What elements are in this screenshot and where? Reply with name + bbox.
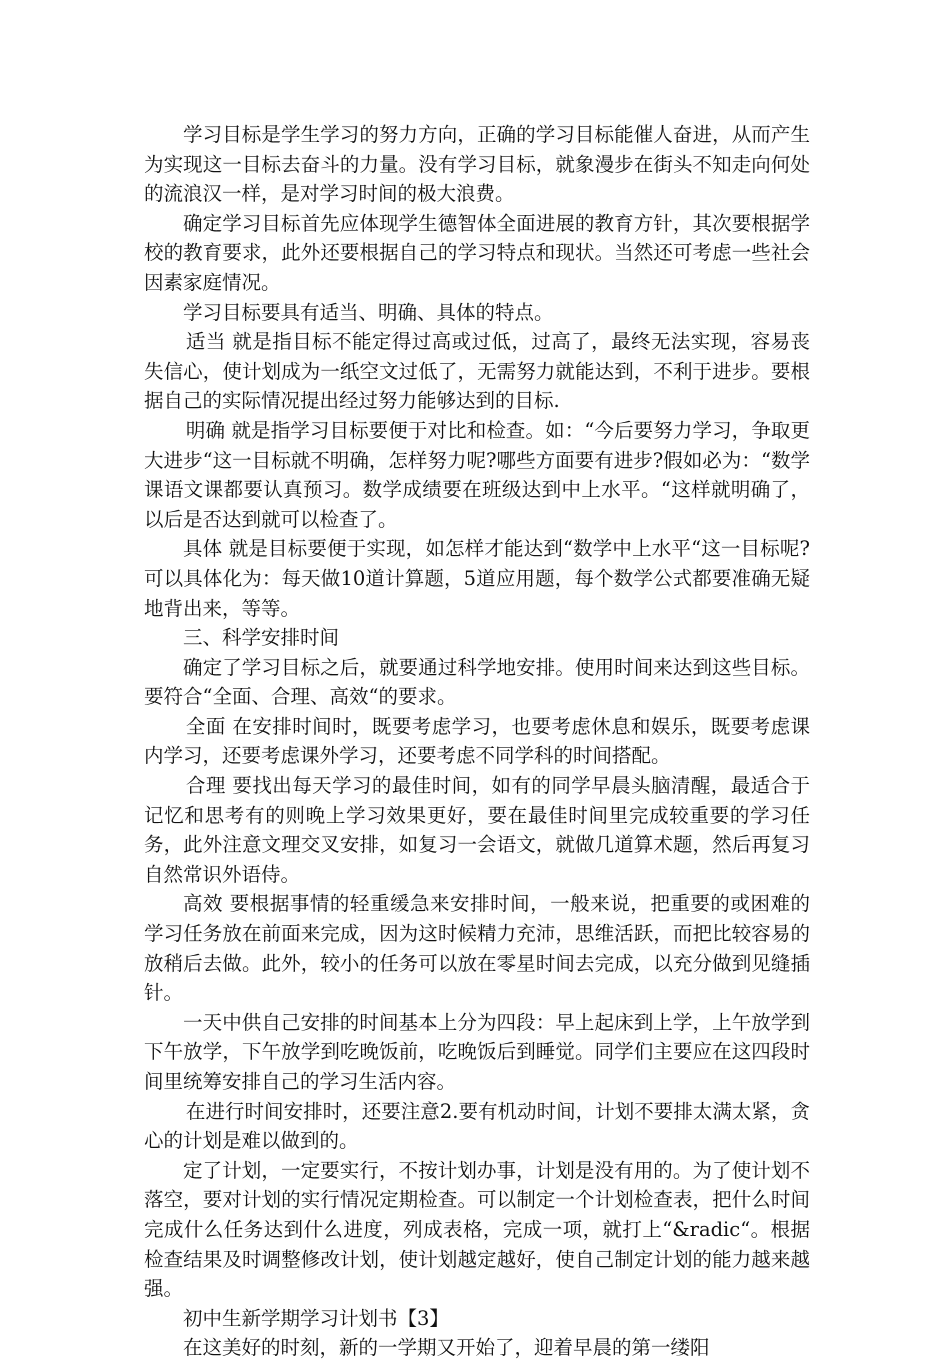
paragraph-flexible-time: 在进行时间安排时，还要注意2.要有机动时间，计划不要排太满太紧，贪心的计划是难以做到的。 <box>144 1099 810 1153</box>
paragraph-execute-plan: 定了计划，一定要实行，不按计划办事，计划是没有用的。为了使计划不落空，要对计划的实行情况定期检查。可以制定一个计划检查表，把什么时间完成什么任务达到什么进度，列成表格，完成一项，就打上“&radic“。根据检查结果及时调整修改计划，使计划越定越好，使自己制定计划的能力越来越强。 <box>144 1158 810 1301</box>
paragraph-four-periods: 一天中供自己安排的时间基本上分为四段：早上起床到上学，上午放学到下午放学，下午放学到吃晚饭前，吃晚饭后到睡觉。同学们主要应在这四段时间里统筹安排自己的学习生活内容。 <box>144 1010 810 1093</box>
paragraph-time-intro: 确定了学习目标之后，就要通过科学地安排。使用时间来达到这些目标。要符合“全面、合理、高效“的要求。 <box>144 655 810 709</box>
paragraph-reasonable: 合理 要找出每天学习的最佳时间，如有的同学早晨头脑清醒，最适合于记忆和思考有的则晚上学习效果更好，要在最佳时间里完成较重要的学习任务，此外注意文理交叉安排，如复习一会语文，就做几道算术题，然后再复习自然常识外语侍。 <box>144 774 810 886</box>
paragraph-goal-traits: 学习目标要具有适当、明确、具体的特点。 <box>183 300 554 324</box>
document-body <box>144 120 810 1363</box>
paragraph-concrete: 具体 就是目标要便于实现，如怎样才能达到“数学中上水平“这一目标呢?可以具体化为：每天做10道计算题，5道应用题，每个数学公式都要准确无疑地背出来，等等。 <box>144 537 810 620</box>
section-heading-plan-3: 初中生新学期学习计划书【3】 <box>183 1306 449 1330</box>
paragraph-comprehensive: 全面 在安排时间时，既要考虑学习，也要考虑休息和娱乐，既要考虑课内学习，还要考虑课外学习，还要考虑不同学科的时间搭配。 <box>144 714 810 768</box>
paragraph-new-term: 在这美好的时刻，新的一学期又开始了，迎着早晨的第一缕阳 <box>183 1336 710 1360</box>
paragraph-appropriate: 适当 就是指目标不能定得过高或过低，过高了，最终无法实现，容易丧失信心，使计划成为一纸空文过低了，无需努力就能达到，不利于进步。要根据自己的实际情况提出经过努力能够达到的目标. <box>144 330 810 413</box>
paragraph-goal-intro: 学习目标是学生学习的努力方向，正确的学习目标能催人奋进，从而产生为实现这一目标去奋斗的力量。没有学习目标，就象漫步在街头不知走向何处的流浪汉一样，是对学习时间的极大浪费。 <box>144 123 810 206</box>
section-heading-time: 三、科学安排时间 <box>183 626 340 650</box>
paragraph-clear: 明确 就是指学习目标要便于对比和检查。如：“今后要努力学习，争取更大进步“这一目标就不明确，怎样努力呢?哪些方面要有进步?假如必为：“数学课语文课都要认真预习。数学成绩要在班级达到中上水平。“这样就明确了，以后是否达到就可以检查了。 <box>144 418 810 531</box>
paragraph-goal-basis: 确定学习目标首先应体现学生德智体全面进展的教育方针，其次要根据学校的教育要求，此外还要根据自己的学习特点和现状。当然还可考虑一些社会因素家庭情况。 <box>144 211 810 294</box>
paragraph-efficient: 高效 要根据事情的轻重缓急来安排时间，一般来说，把重要的或困难的学习任务放在前面来完成，因为这时候精力充沛，思维活跃，而把比较容易的放稍后去做。此外，较小的任务可以放在零星时间去完成，以充分做到见缝插针。 <box>144 892 810 1005</box>
